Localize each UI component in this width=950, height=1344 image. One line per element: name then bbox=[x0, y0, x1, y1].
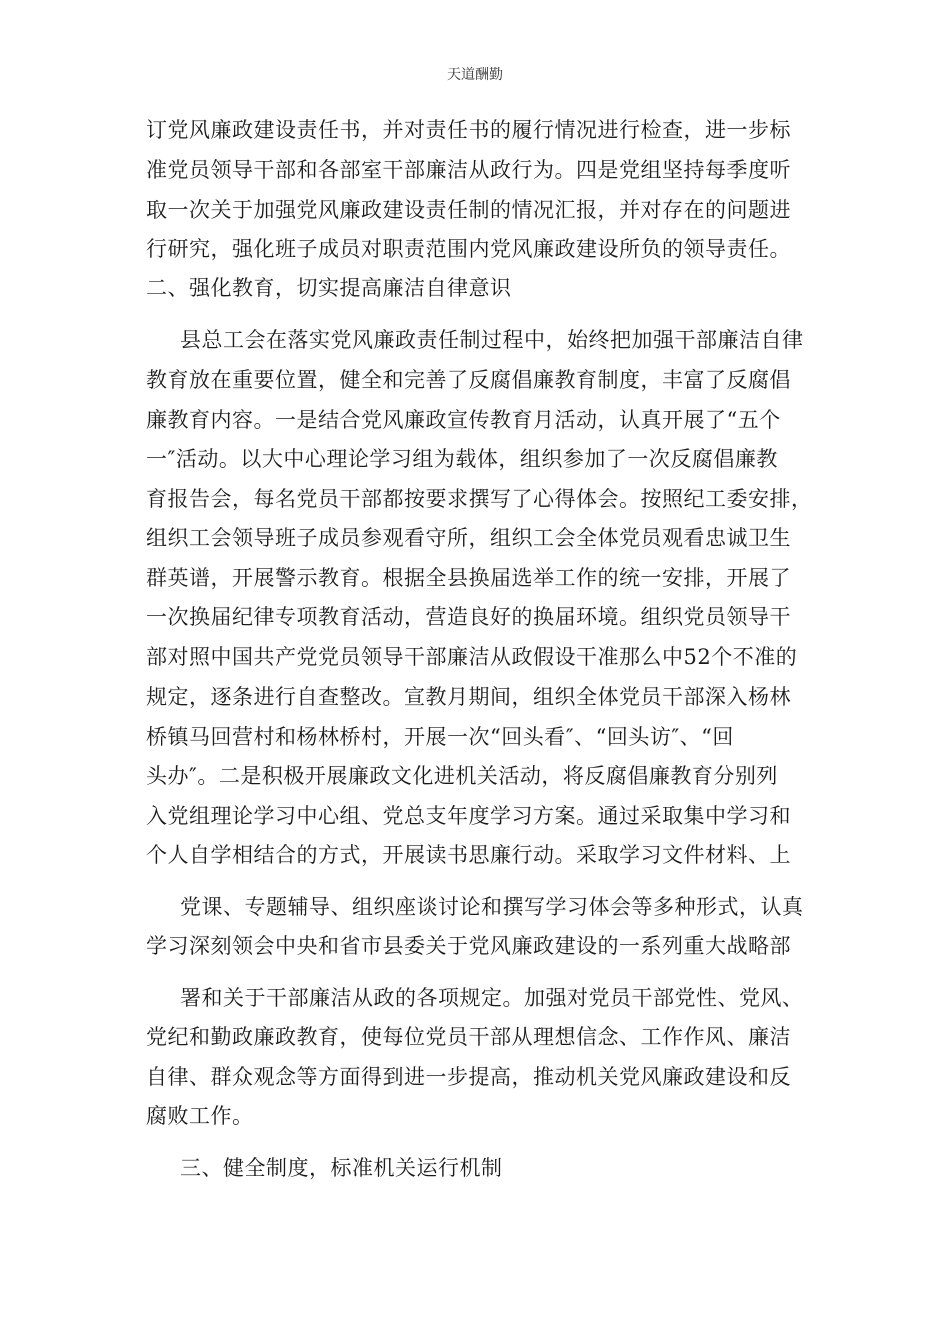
text-line: 署和关于干部廉洁从政的各项规定。加强对党员干部党性、党风、 bbox=[180, 986, 804, 1010]
text-line: 党纪和勤政廉政教育，使每位党员干部从理想信念、工作作风、廉洁 bbox=[146, 1025, 791, 1049]
text-line: 桥镇马回营村和杨林桥村，开展一次“回头看″、“回头访″、“回 bbox=[146, 725, 734, 749]
text-line: 自律、群众观念等方面得到进一步提高，推动机关党风廉政建设和反 bbox=[146, 1065, 791, 1089]
text-line: 一″活动。以大中心理论学习组为载体，组织参加了一次反腐倡廉教 bbox=[146, 447, 778, 471]
text-line: 群英谱，开展警示教育。根据全县换届选举工作的统一安排，开展了 bbox=[146, 566, 791, 590]
text-line: 腐败工作。 bbox=[146, 1104, 254, 1128]
text-line: 廉教育内容。一是结合党风廉政宣传教育月活动，认真开展了“五个 bbox=[146, 408, 781, 432]
text-line: 订党风廉政建设责任书，并对责任书的履行情况进行检查，进一步标 bbox=[146, 118, 791, 142]
text-line: 入党组理论学习中心组、党总支年度学习方案。通过采取集中学习和 bbox=[146, 804, 791, 828]
text-line: 准党员领导干部和各部室干部廉洁从政行为。四是党组坚持每季度听 bbox=[146, 158, 791, 182]
text-line: 育报告会，每名党员干部都按要求撰写了心得体会。按照纪工委安排， bbox=[146, 487, 813, 511]
text-line: 行研究，强化班子成员对职责范围内党风廉政建设所负的领导责任。 bbox=[146, 237, 791, 261]
text-line: 教育放在重要位置，健全和完善了反腐倡廉教育制度，丰富了反腐倡 bbox=[146, 368, 791, 392]
section-heading: 二、强化教育，切实提高廉洁自律意识 bbox=[146, 276, 512, 300]
section-heading: 三、健全制度，标准机关运行机制 bbox=[180, 1156, 503, 1180]
text-line: 个人自学相结合的方式，开展读书思廉行动。采取学习文件材料、上 bbox=[146, 843, 791, 867]
text-line: 取一次关于加强党风廉政建设责任制的情况汇报，并对存在的问题进 bbox=[146, 198, 791, 222]
text-line: 学习深刻领会中央和省市县委关于党风廉政建设的一系列重大战略部 bbox=[146, 934, 791, 958]
text-line: 一次换届纪律专项教育活动，营造良好的换届环境。组织党员领导干 bbox=[146, 605, 791, 629]
text-line: 部对照中国共产党党员领导干部廉洁从政假设干准那么中52个不准的 bbox=[146, 645, 798, 669]
page-header: 天道酬勤 bbox=[447, 67, 503, 83]
text-line: 组织工会领导班子成员参观看守所，组织工会全体党员观看忠诚卫生 bbox=[146, 526, 791, 550]
text-line: 党课、专题辅导、组织座谈讨论和撰写学习体会等多种形式，认真 bbox=[180, 895, 804, 919]
text-line: 县总工会在落实党风廉政责任制过程中，始终把加强干部廉洁自律 bbox=[180, 328, 804, 352]
text-line: 规定，逐条进行自查整改。宣教月期间，组织全体党员干部深入杨林 bbox=[146, 685, 791, 709]
text-line: 头办″。二是积极开展廉政文化进机关活动，将反腐倡廉教育分别列 bbox=[146, 764, 778, 788]
